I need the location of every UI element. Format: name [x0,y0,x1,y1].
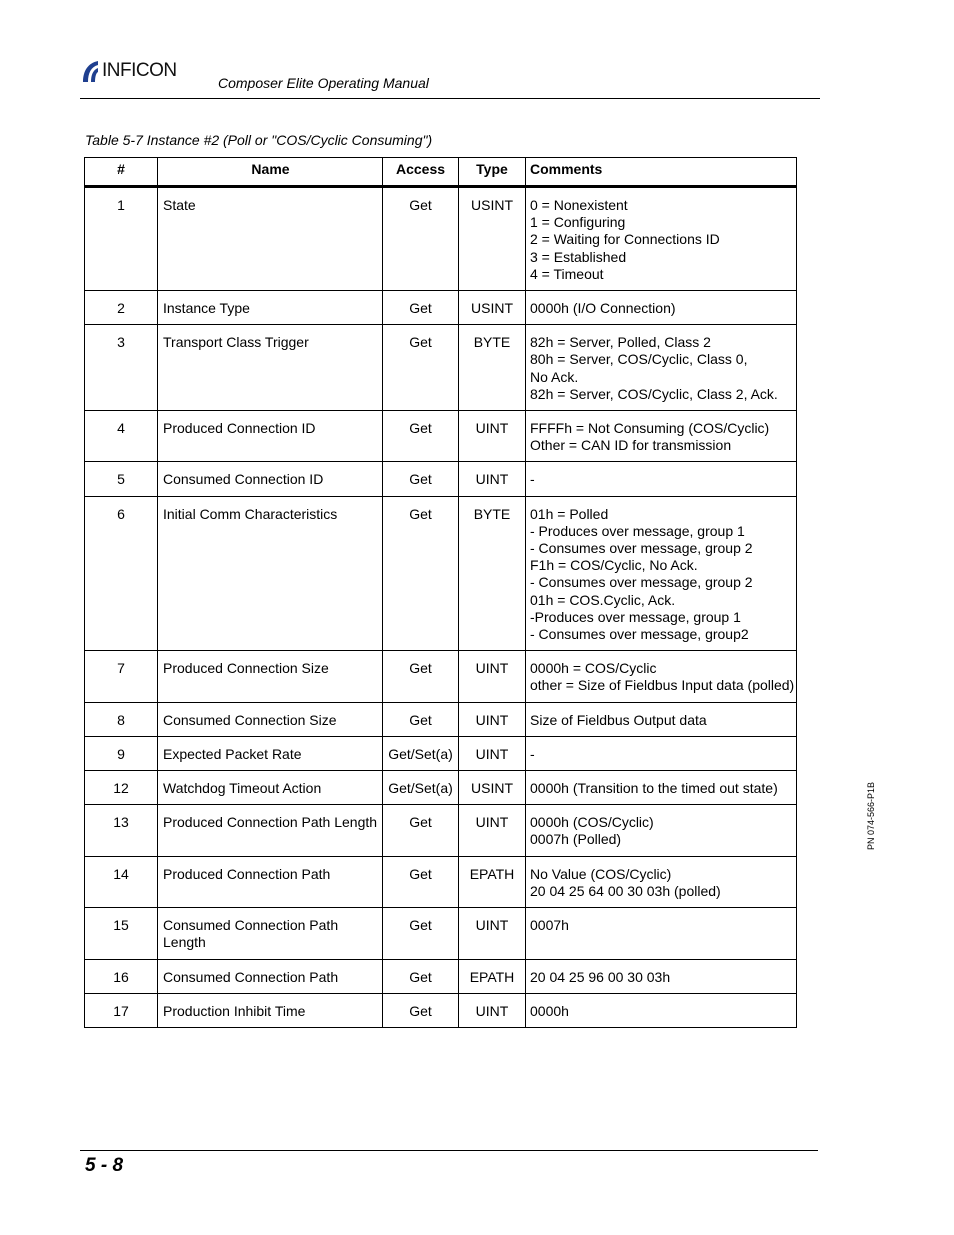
cell-name [158,908,383,959]
cell-name-line: Watchdog Timeout Action [163,780,322,797]
cell-comments [526,291,797,325]
cell-comments-line: 82h = Server, Polled, Class 2 [530,334,711,351]
cell-name [158,411,383,462]
cell-num: 7 [85,651,158,702]
table-row [85,291,797,325]
cell-name [158,187,383,291]
header-name: Name [158,158,383,187]
footer-divider [80,1150,818,1151]
header-comments: Comments [526,158,797,187]
cell-num: 5 [85,462,158,496]
cell-comments-line: Other = CAN ID for transmission [530,437,732,454]
cell-access: Get [383,325,459,411]
cell-comments-line: other = Size of Fieldbus Input data (polled) [530,677,795,694]
cell-comments-line: - [530,745,535,762]
cell-comments-line: - [530,471,535,488]
table-row [85,856,797,907]
table-row [85,959,797,993]
cell-type: BYTE [459,325,526,411]
cell-name-line: Consumed Connection Path [163,968,339,985]
table-row [85,908,797,959]
cell-comments [526,702,797,736]
cell-num: 17 [85,993,158,1027]
cell-comments [526,411,797,462]
cell-comments [526,771,797,805]
cell-comments-line: 01h = Polled [530,505,609,522]
table-row [85,993,797,1027]
cell-type: EPATH [459,959,526,993]
cell-num: 4 [85,411,158,462]
cell-access: Get [383,651,459,702]
header-divider [80,98,820,99]
cell-comments-line: 0000h (Transition to the timed out state) [530,780,778,797]
cell-type: UINT [459,651,526,702]
cell-name-line: Length [163,934,206,951]
cell-comments-line: 82h = Server, COS/Cyclic, Class 2, Ack. [530,385,778,402]
cell-comments [526,496,797,651]
cell-access: Get [383,291,459,325]
cell-name [158,325,383,411]
cell-comments-line: 0000h (I/O Connection) [530,300,676,317]
cell-comments-line: 3 = Established [530,248,627,265]
cell-name-line: Initial Comm Characteristics [163,505,338,522]
cell-comments-line: 2 = Waiting for Connections ID [530,231,720,248]
cell-comments [526,651,797,702]
cell-num: 6 [85,496,158,651]
cell-num: 14 [85,856,158,907]
cell-comments-line: No Value (COS/Cyclic) [530,865,672,882]
table-caption: Table 5-7 Instance #2 (Poll or "COS/Cyclic Consuming") [85,132,433,148]
cell-comments-line: 0000h [530,1002,569,1019]
cell-comments-line: -Produces over message, group 1 [530,608,741,625]
cell-num: 13 [85,805,158,856]
cell-access: Get [383,856,459,907]
table-row [85,771,797,805]
table-row [85,325,797,411]
header-num: # [85,158,158,187]
cell-num: 8 [85,702,158,736]
cell-name [158,291,383,325]
table-row [85,805,797,856]
cell-type: UINT [459,411,526,462]
cell-name-line: Consumed Connection Size [163,711,337,728]
cell-comments [526,736,797,770]
cell-type: BYTE [459,496,526,651]
cell-type: UINT [459,736,526,770]
cell-comments-line: 01h = COS.Cyclic, Ack. [530,591,676,608]
inficon-logo-icon [80,59,100,83]
table-row [85,462,797,496]
cell-comments-line: No Ack. [530,368,579,385]
cell-name [158,651,383,702]
header-type: Type [459,158,526,187]
cell-num: 1 [85,187,158,291]
cell-comments [526,856,797,907]
instance-table [84,157,797,1028]
cell-comments [526,908,797,959]
page-number: 5 - 8 [85,1155,124,1176]
cell-name-line: Production Inhibit Time [163,1002,306,1019]
cell-comments-line: - Consumes over message, group 2 [530,574,753,591]
table-row [85,736,797,770]
table-row [85,187,797,291]
cell-name-line: Produced Connection Path Length [163,814,378,831]
cell-comments-line: 80h = Server, COS/Cyclic, Class 0, [530,351,748,368]
cell-comments [526,993,797,1027]
cell-access: Get [383,187,459,291]
cell-comments-line: 0007h [530,917,569,934]
table-row [85,702,797,736]
cell-name-line: Produced Connection ID [163,420,316,437]
cell-name [158,993,383,1027]
cell-comments [526,959,797,993]
cell-name-line: Consumed Connection ID [163,471,324,488]
cell-comments-line: 20 04 25 64 00 30 03h (polled) [530,882,721,899]
cell-num: 15 [85,908,158,959]
cell-num: 3 [85,325,158,411]
manual-title: Composer Elite Operating Manual [218,75,429,91]
cell-comments-line: 20 04 25 96 00 30 03h [530,968,671,985]
cell-name-line: Instance Type [163,300,250,317]
cell-access: Get/Set(a) [383,736,459,770]
part-number-label: PN 074-566-P1B [866,781,876,850]
cell-name [158,856,383,907]
cell-comments-line: 0000h (COS/Cyclic) [530,814,654,831]
cell-access: Get [383,959,459,993]
cell-access: Get/Set(a) [383,771,459,805]
cell-type: UINT [459,993,526,1027]
cell-name-line: Produced Connection Path [163,865,331,882]
cell-name [158,462,383,496]
cell-comments-line: Size of Fieldbus Output data [530,711,707,728]
cell-comments-line: - Consumes over message, group 2 [530,540,753,557]
cell-name [158,702,383,736]
cell-num: 16 [85,959,158,993]
cell-access: Get [383,411,459,462]
cell-comments [526,462,797,496]
cell-comments-line: 0 = Nonexistent [530,197,628,213]
cell-comments-line: 0007h (Polled) [530,831,622,848]
cell-access: Get [383,993,459,1027]
cell-name-line: State [163,197,196,213]
cell-type: UINT [459,908,526,959]
cell-type: USINT [459,771,526,805]
cell-access: Get [383,462,459,496]
cell-name [158,771,383,805]
cell-name [158,805,383,856]
cell-name-line: Expected Packet Rate [163,745,302,762]
cell-type: UINT [459,702,526,736]
cell-comments-line: - Produces over message, group 1 [530,522,745,539]
cell-type: EPATH [459,856,526,907]
table-row [85,651,797,702]
cell-name-line: Consumed Connection Path [163,917,339,934]
cell-access: Get [383,702,459,736]
cell-name-line: Produced Connection Size [163,660,329,677]
cell-comments-line: 0000h = COS/Cyclic [530,660,657,677]
cell-type: USINT [459,187,526,291]
cell-num: 9 [85,736,158,770]
table-body [85,187,797,1028]
cell-name [158,736,383,770]
inficon-logo [80,58,177,84]
cell-comments-line: 4 = Timeout [530,265,604,282]
cell-type: UINT [459,805,526,856]
cell-num: 2 [85,291,158,325]
table-row [85,496,797,651]
cell-name-line: Transport Class Trigger [163,334,309,351]
cell-comments-line: 1 = Configuring [530,214,626,231]
table-header-row [85,158,797,187]
cell-comments-line: FFFFh = Not Consuming (COS/Cyclic) [530,420,770,437]
table-row [85,411,797,462]
cell-access: Get [383,908,459,959]
cell-access: Get [383,805,459,856]
cell-type: USINT [459,291,526,325]
cell-comments-line: - Consumes over message, group2 [530,626,749,643]
cell-num: 12 [85,771,158,805]
logo-text: INFICON [102,60,177,81]
cell-name [158,959,383,993]
cell-comments-line: F1h = COS/Cyclic, No Ack. [530,557,698,574]
cell-comments [526,805,797,856]
cell-comments [526,325,797,411]
cell-comments [526,187,797,291]
cell-name [158,496,383,651]
header-access: Access [383,158,459,187]
cell-access: Get [383,496,459,651]
cell-type: UINT [459,462,526,496]
